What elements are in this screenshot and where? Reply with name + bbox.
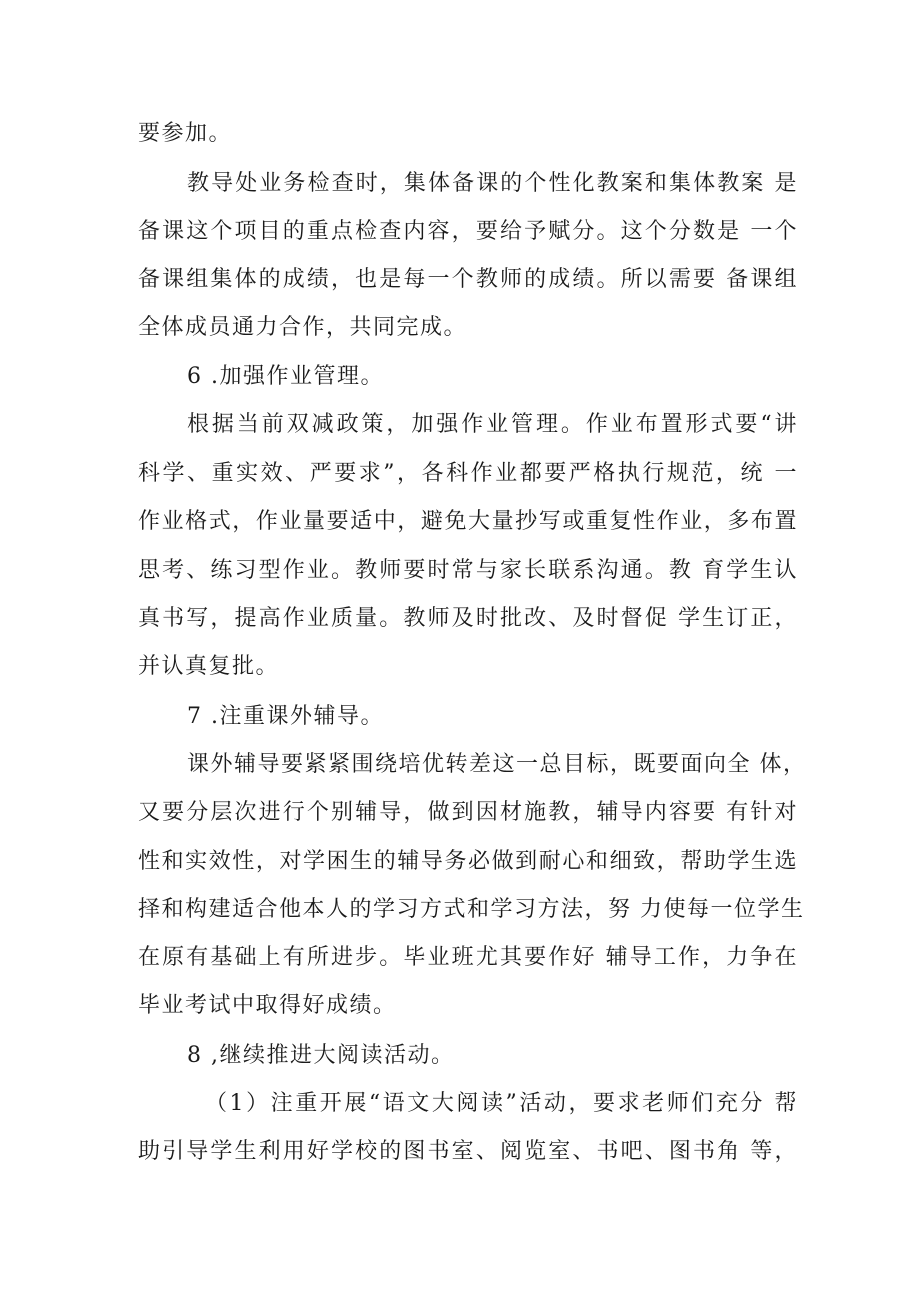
paragraph-line: 教导处业务检查时，集体备课的个性化教案和集体教案 是 — [187, 171, 798, 196]
paragraph-line: 毕业考试中取得好成绩。 — [138, 993, 397, 1018]
paragraph-line: 并认真复批。 — [138, 654, 280, 679]
paragraph-line: 课外辅导要紧紧围绕培优转差这一总目标，既要面向全 体， — [187, 752, 807, 777]
paragraph-line: 在原有基础上有所进步。毕业班尤其要作好 辅导工作，力争在 — [138, 945, 798, 970]
paragraph-line: 择和构建适合他本人的学习方式和学习方法，努 力使每一位学生 — [138, 897, 805, 922]
paragraph-line: 科学、重实效、严要求”，各科作业都要严格执行规范，统 一 — [138, 461, 798, 486]
paragraph-line: 根据当前双减政策，加强作业管理。作业布置形式要“讲 — [187, 412, 798, 437]
paragraph-line: 全体成员通力合作，共同完成。 — [138, 315, 468, 340]
section-heading: 7 .注重课外辅导。 — [187, 704, 384, 729]
paragraph-line: 要参加。 — [138, 121, 233, 146]
section-heading: 8 ,继续推进大阅读活动。 — [187, 1043, 455, 1068]
paragraph-line: 助引导学生利用好学校的图书室、阅览室、书吧、图书角 等， — [138, 1139, 798, 1164]
paragraph-line: 作业格式，作业量要适中，避免大量抄写或重复性作业，多布置 — [138, 509, 798, 534]
paragraph-line: 又要分层次进行个别辅导，做到因材施教，辅导内容要 有针对 — [138, 800, 798, 825]
paragraph-line: 真书写，提高作业质量。教师及时批改、及时督促 学生订正， — [138, 606, 798, 631]
paragraph-line: 思考、练习型作业。教师要时常与家长联系沟通。教 育学生认 — [138, 558, 798, 583]
paragraph-line: 备课组集体的成绩，也是每一个教师的成绩。所以需要 备课组 — [138, 267, 798, 292]
section-heading: 6 .加强作业管理。 — [187, 364, 384, 389]
paragraph-line: （1）注重开展“语文大阅读”活动，要求老师们充分 帮 — [205, 1091, 798, 1116]
paragraph-line: 性和实效性，对学困生的辅导务必做到耐心和细致，帮助学生选 — [138, 849, 798, 874]
paragraph-line: 备课这个项目的重点检查内容，要给予赋分。这个分数是 一个 — [138, 219, 798, 244]
